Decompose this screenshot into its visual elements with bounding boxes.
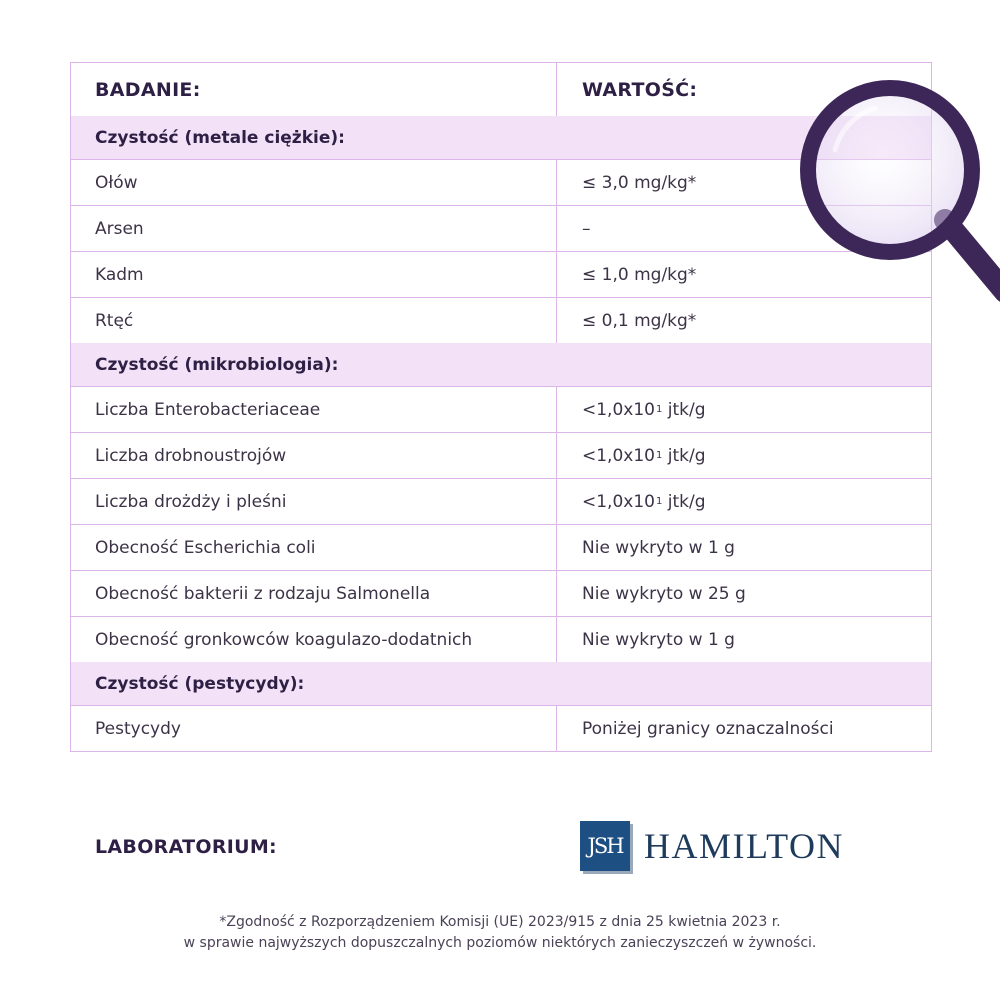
test-value (557, 479, 931, 524)
test-value (557, 387, 931, 432)
hamilton-logo-name: HAMILTON (644, 826, 845, 866)
value-exponent: 1 (655, 450, 663, 461)
test-name: Obecność gronkowców koagulazo-dodatnich (71, 617, 557, 662)
value-unit: jtk/g (662, 399, 706, 420)
table-row (71, 570, 931, 616)
footnote (0, 912, 1000, 954)
test-name: Arsen (71, 206, 557, 251)
table-row (71, 478, 931, 524)
value-base: <1,0x10 (582, 445, 655, 466)
section-heavy-metals: Czystość (metale ciężkie): (71, 116, 931, 159)
test-value: ≤ 1,0 mg/kg* (582, 264, 697, 285)
test-name: Kadm (71, 252, 557, 297)
test-name: Liczba drobnoustrojów (71, 433, 557, 478)
value-base: <1,0x10 (582, 491, 655, 512)
value-unit: jtk/g (662, 491, 706, 512)
test-name: Ołów (71, 160, 557, 205)
test-name: Obecność Escherichia coli (71, 525, 557, 570)
test-value (557, 433, 931, 478)
laboratory-label: LABORATORIUM: (95, 836, 277, 858)
test-name: Liczba drożdży i pleśni (71, 479, 557, 524)
test-value: Poniżej granicy oznaczalności (582, 718, 834, 739)
test-name: Liczba Enterobacteriaceae (71, 387, 557, 432)
test-name: Pestycydy (71, 706, 557, 751)
section-pesticides: Czystość (pestycydy): (71, 662, 931, 705)
test-value: Nie wykryto w 1 g (582, 629, 735, 650)
table-row (71, 386, 931, 432)
table-row (71, 616, 931, 662)
magnifying-glass-icon (795, 80, 1000, 310)
footnote-line-2: w sprawie najwyższych dopuszczalnych poziomów niektórych zanieczyszczeń w żywności. (183, 935, 817, 951)
section-microbiology: Czystość (mikrobiologia): (71, 343, 931, 386)
hamilton-logo (580, 821, 844, 871)
value-exponent: 1 (655, 496, 663, 507)
value-base: <1,0x10 (582, 399, 655, 420)
test-value: ≤ 0,1 mg/kg* (582, 310, 697, 331)
footnote-line-1: *Zgodność z Rozporządzeniem Komisji (UE) 2023/915 z dnia 25 kwietnia 2023 r. (219, 914, 781, 930)
value-exponent: 1 (655, 404, 663, 415)
table-row (71, 705, 931, 751)
test-value: ≤ 3,0 mg/kg* (582, 172, 697, 193)
header-test: BADANIE: (71, 63, 557, 116)
test-value: Nie wykryto w 1 g (582, 537, 735, 558)
table-row (71, 524, 931, 570)
value-unit: jtk/g (662, 445, 706, 466)
test-value: Nie wykryto w 25 g (582, 583, 746, 604)
test-value: – (582, 218, 591, 239)
test-name: Obecność bakterii z rodzaju Salmonella (71, 571, 557, 616)
header-value: WARTOŚĆ: (582, 78, 698, 101)
test-name: Rtęć (71, 298, 557, 343)
table-row (71, 432, 931, 478)
hamilton-logo-mark: JSH (580, 821, 630, 871)
